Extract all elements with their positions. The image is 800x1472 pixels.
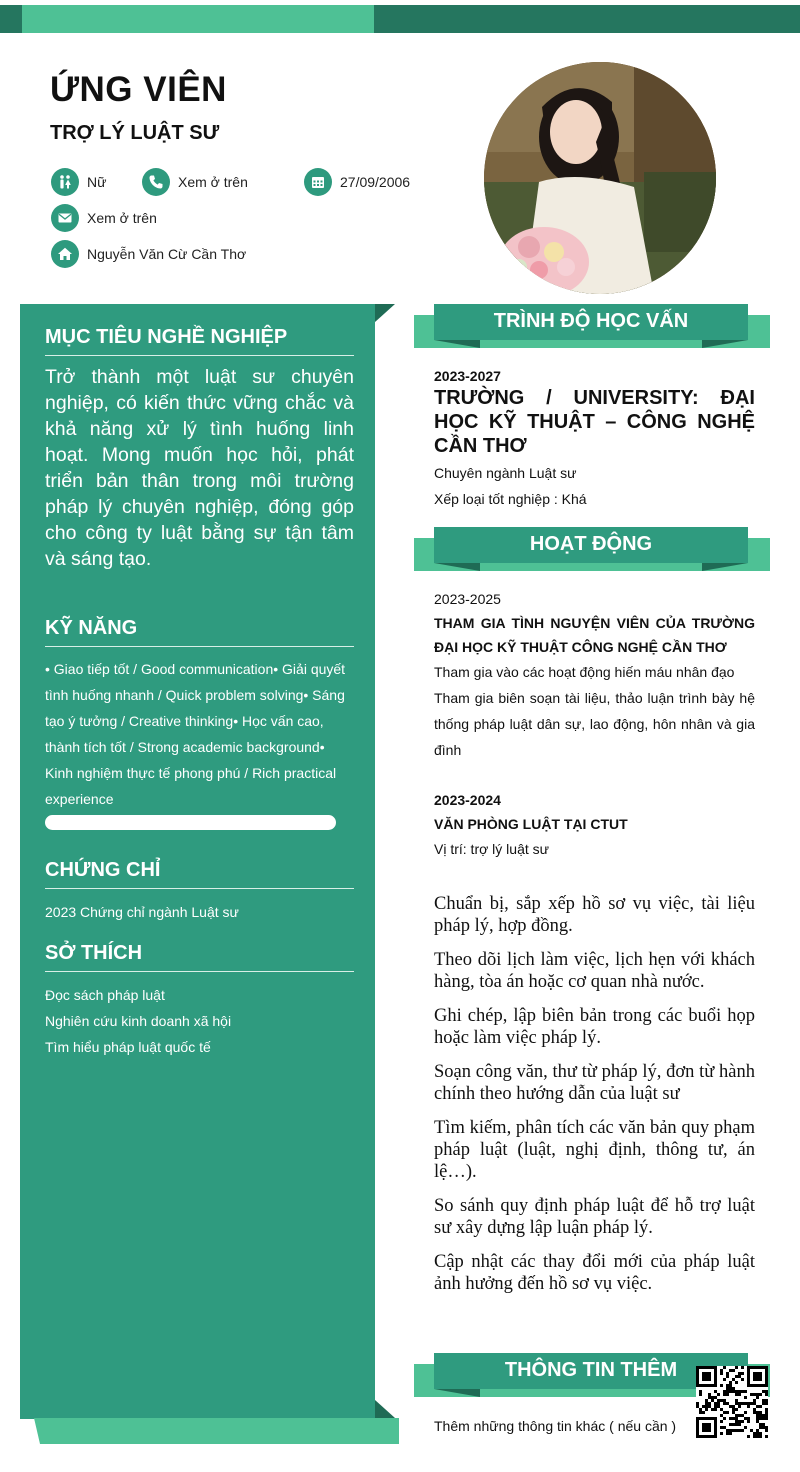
- home-icon: [51, 240, 79, 268]
- duty-item: So sánh quy định pháp luật để hỗ trợ luật sư xây dựng lập luận pháp lý.: [434, 1196, 755, 1238]
- top-bar-accent: [22, 5, 374, 33]
- birthdate-value: 27/09/2006: [340, 174, 411, 190]
- certificates-title: CHỨNG CHỈ: [45, 859, 354, 889]
- birthdate-info: [304, 168, 410, 196]
- skills-text: • Giao tiếp tốt / Good communication• Giải quyết tình huống nhanh / Quick problem solving• Sáng tạo ý tưởng / Creative thinking• Học vấn cao, thành tích tốt / Strong academic background• Kinh nghiệm thực tế phong phú / Rich practical experience: [45, 661, 346, 807]
- ribbon-fold-left: [434, 340, 480, 348]
- left-panel-fold-top: [375, 304, 395, 322]
- candidate-role: TRỢ LÝ LUẬT SƯ: [50, 122, 220, 144]
- duty-item: Ghi chép, lập biên bản trong các buổi họp hoặc làm việc pháp lý.: [434, 1006, 755, 1048]
- hobby-item: Đọc sách pháp luật: [45, 987, 165, 1003]
- phone-info: [142, 168, 248, 196]
- education-school: TRƯỜNG / UNIVERSITY: ĐẠI HỌC KỸ THUẬT – CÔNG NGHỆ CẦN THƠ: [434, 387, 755, 457]
- left-panel-fold-bottom: [375, 1400, 395, 1418]
- ribbon-fold-left: [434, 1389, 480, 1397]
- qr-code: [696, 1366, 768, 1438]
- top-bar: [0, 5, 800, 33]
- activity1-desc1: Tham gia vào các hoạt động hiến máu nhân đạo: [434, 664, 735, 680]
- education-years: 2023-2027: [434, 368, 501, 384]
- activity2-years: 2023-2024: [434, 792, 501, 808]
- hobby-item: Tìm hiểu pháp luật quốc tế: [45, 1039, 211, 1055]
- phone-icon: [142, 168, 170, 196]
- duty-item: Chuẩn bị, sắp xếp hồ sơ vụ việc, tài liệu pháp lý, hợp đồng.: [434, 894, 755, 936]
- ribbon-fold-right: [702, 340, 748, 348]
- candidate-name: ỨNG VIÊN: [50, 70, 227, 109]
- email-value: Xem ở trên: [87, 210, 157, 226]
- duty-item: Cập nhật các thay đổi mới của pháp luật ảnh hưởng đến hồ sơ vụ việc.: [434, 1252, 755, 1294]
- calendar-icon: [304, 168, 332, 196]
- education-grade: Xếp loại tốt nghiệp : Khá: [434, 491, 587, 507]
- gender-icon: [51, 168, 79, 196]
- duty-item: Soạn công văn, thư từ pháp lý, đơn từ hành chính theo hướng dẫn của luật sư: [434, 1062, 755, 1104]
- email-info: [51, 204, 157, 232]
- hobby-item: Nghiên cứu kinh doanh xã hội: [45, 1013, 232, 1029]
- objective-text: Trở thành một luật sư chuyên nghiệp, có kiến thức vững chắc và khả năng xử lý tình huống linh hoạt. Mong muốn học hỏi, phát triển bản thân trong môi trường pháp lý chuyên nghiệp, đóng góp cho công ty luật bằng sự tận tâm và sáng tạo.: [45, 366, 354, 570]
- left-panel-bottom-strip: [34, 1418, 399, 1444]
- duty-item: Theo dõi lịch làm việc, lịch hẹn với khách hàng, tòa án hoặc cơ quan nhà nước.: [434, 950, 755, 992]
- gender-info: [51, 168, 106, 196]
- skills-title: KỸ NĂNG: [45, 617, 354, 647]
- activity1-years: 2023-2025: [434, 591, 501, 607]
- extra-title: THÔNG TIN THÊM: [434, 1353, 748, 1389]
- address-value: Nguyễn Văn Cừ Cần Thơ: [87, 246, 247, 262]
- certificates-list: [45, 899, 354, 925]
- hobbies-title: SỞ THÍCH: [45, 942, 354, 972]
- activity2-duties: [434, 893, 755, 1307]
- ribbon-fold-right: [702, 563, 748, 571]
- profile-photo: [484, 62, 716, 294]
- ribbon-fold-left: [434, 563, 480, 571]
- duty-item: Tìm kiếm, phân tích các văn bản quy phạm pháp luật (luật, nghị định, thông tư, án lệ…).: [434, 1118, 755, 1182]
- gender-value: Nữ: [87, 174, 107, 190]
- activity1-desc2: Tham gia biên soạn tài liệu, thảo luận trình bày hệ thống pháp luật dân sự, lao động, hôn nhân và gia đình: [434, 690, 755, 758]
- email-icon: [51, 204, 79, 232]
- certificate-item: 2023 Chứng chỉ ngành Luật sư: [45, 904, 239, 920]
- activity1-heading: THAM GIA TÌNH NGUYỆN VIÊN CỦA TRƯỜNG ĐẠI HỌC KỸ THUẬT CÔNG NGHỆ CẦN THƠ: [434, 615, 755, 655]
- phone-value: Xem ở trên: [178, 174, 248, 190]
- activity2-position: Vị trí: trợ lý luật sư: [434, 841, 550, 857]
- extra-text: Thêm những thông tin khác ( nếu cần ): [434, 1418, 677, 1434]
- address-info: [51, 240, 246, 268]
- objective-title: MỤC TIÊU NGHỀ NGHIỆP: [45, 326, 354, 356]
- skill-level-bar: [45, 815, 336, 830]
- hobbies-list: [45, 982, 354, 1060]
- education-title: TRÌNH ĐỘ HỌC VẤN: [434, 304, 748, 340]
- activities-title: HOẠT ĐỘNG: [434, 527, 748, 563]
- activity2-heading: VĂN PHÒNG LUẬT TẠI CTUT: [434, 816, 628, 832]
- education-major: Chuyên ngành Luật sư: [434, 465, 577, 481]
